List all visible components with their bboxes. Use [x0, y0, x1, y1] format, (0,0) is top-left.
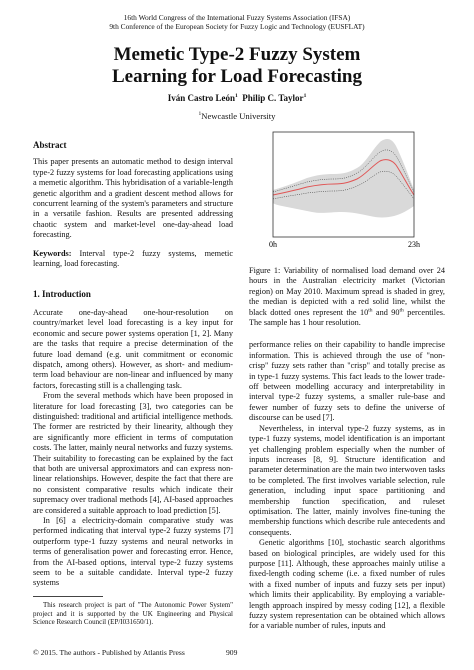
copyright-notice: © 2015. The authors - Published by Atlantis Press: [33, 648, 185, 657]
paper-title-line2: Learning for Load Forecasting: [112, 66, 362, 87]
max-spread-area: [273, 139, 414, 218]
footnote: This research project is part of "The Autonomic Power System" project and it is supported by the UK Engineering and Physical Science Research Council (EP/I031650/1).: [33, 601, 233, 627]
author-list: [0, 93, 474, 103]
right-paragraph-2: Nevertheless, in interval type-2 fuzzy systems, as in type-1 fuzzy systems, model identification is an important yet challenging problem especially when the number of inputs increases [8, 9]. Structure identification and parameter determination are the main two interwoven tasks to be completed. The first involves variable selection, rule generation, including input space partitioning and membership function specification, and ruleset optimisation. The latter, mainly involves fine-tuning the membership functions which describe rule antecedents and consequents.: [249, 423, 445, 537]
x-tick-end: 23h: [408, 240, 420, 249]
page-number: 909: [226, 648, 238, 657]
keywords-text: Interval type-2 fuzzy systems, memetic learning, load forecasting.: [33, 248, 233, 269]
intro-paragraph-1: Accurate one-day-ahead one-hour-resolution on country/market level load forecasting is a key input for economic and secure power systems operation [1, 2]. Many are the tasks that require a precise determination of the future load demand (e.g. unit commitment or economic dispatch, among others). However, as short- and medium-term load behaviour are non-linear and influenced by many factors, forecasting still is a challenging task.: [33, 307, 233, 390]
affiliation: [0, 111, 474, 121]
abstract-heading: Abstract: [33, 140, 67, 150]
intro-paragraph-2: From the several methods which have been proposed in literature for load forecasting [3], two categories can be distinguished: traditional and artificial intelligence methods. The former are restricted by their linearity, although they are significantly more efficient in terms of computation costs. The latter, mainly neural networks and fuzzy systems. Their suitability to forecasting can be explained by the fact that both are universal approximators and can express non-linear relationships. However, despite the fact that there are no consistent comparative results which indicate their supremacy over tradional methods [4], AI-based approaches are considered a suitable approach to load prediction [5].: [33, 391, 233, 515]
right-paragraph-3: Genetic algorithms [10], stochastic search algorithms based on biological principles, are widely used for this purpose [11]. Although, these approaches mainly utilise a fixed-length coding scheme (i.e. a fixed number of rules with a fixed number of inputs and fuzzy sets per input) which limits their applicability. By employing a variable-length approach inspired by messy coding [12], a flexible fuzzy system representation can be obtained which allows for a variable number of rules, inputs and: [249, 538, 445, 631]
conference-header-line1: 16th World Congress of the International Fuzzy Systems Association (IFSA): [123, 13, 351, 22]
author-1-affil-mark: 1: [235, 93, 238, 99]
keywords: [33, 249, 233, 270]
paper-title-line1: Memetic Type-2 Fuzzy System: [113, 44, 361, 65]
author-2-affil-mark: 1: [303, 93, 307, 99]
load-variability-figure: [262, 128, 442, 253]
keywords-label: Keywords:: [33, 248, 72, 258]
affiliation-text: Newcastle University: [201, 111, 276, 121]
abstract-text: This paper presents an automatic method to design interval type-2 fuzzy systems for load forecasting applications using a memetic algorithm. This hybridisation of a variable-length genetic algorithm and a gradient descent method allows for concurrent learning of the system's parameters and structure in a versatile fashion. Results are presented addressing chaotic system and market-level one-day-ahead load forecasting.: [33, 157, 233, 240]
figure-caption: Figure 1: Variability of normalised load demand over 24 hours in the Australian electricity market (Victorian region) on May 2010. Maximum spread is shaded in grey, the median is depicted with a red solid line, whilst the black dotted ones represent the 10th and 90th percentiles. The sample has 1 hour resolution.: [249, 266, 446, 328]
x-tick-start: 0h: [269, 240, 277, 249]
section-heading-introduction: 1. Introduction: [33, 289, 91, 300]
affiliation-mark: 1: [198, 111, 202, 118]
right-paragraph-1: performance relies on their capability to handle imprecise information. This is achieved through the use of "non-crisp" fuzzy sets rather than "crisp" and totally precise as in type-1 fuzzy systems. This fact leads to the lower trade-off between modelling accuracy and interpretability in interval type-2 fuzzy systems, a smaller rule-base and fewer number of fuzzy sets to define the universe of discourse can be used [7].: [249, 340, 445, 423]
intro-paragraph-3: In [6] a electricity-domain comparative study was performed indicating that interval type-2 fuzzy systems [7] outperform type-1 fuzzy systems and neural networks in terms of generalisation power and forecasting error. Hence, from the AI-based options, interval type-2 fuzzy systems seem to be a suitable candidate. Interval type-2 fuzzy systems: [33, 516, 233, 588]
conference-header-line2: 9th Conference of the European Society for Fuzzy Logic and Technology (EUSFLAT): [109, 22, 365, 31]
left-column: [33, 140, 233, 589]
footnote-rule: [33, 596, 103, 597]
right-column: [249, 266, 445, 632]
author-2: Philip C. Taylor: [242, 93, 304, 103]
author-1: Iván Castro León: [167, 93, 236, 103]
